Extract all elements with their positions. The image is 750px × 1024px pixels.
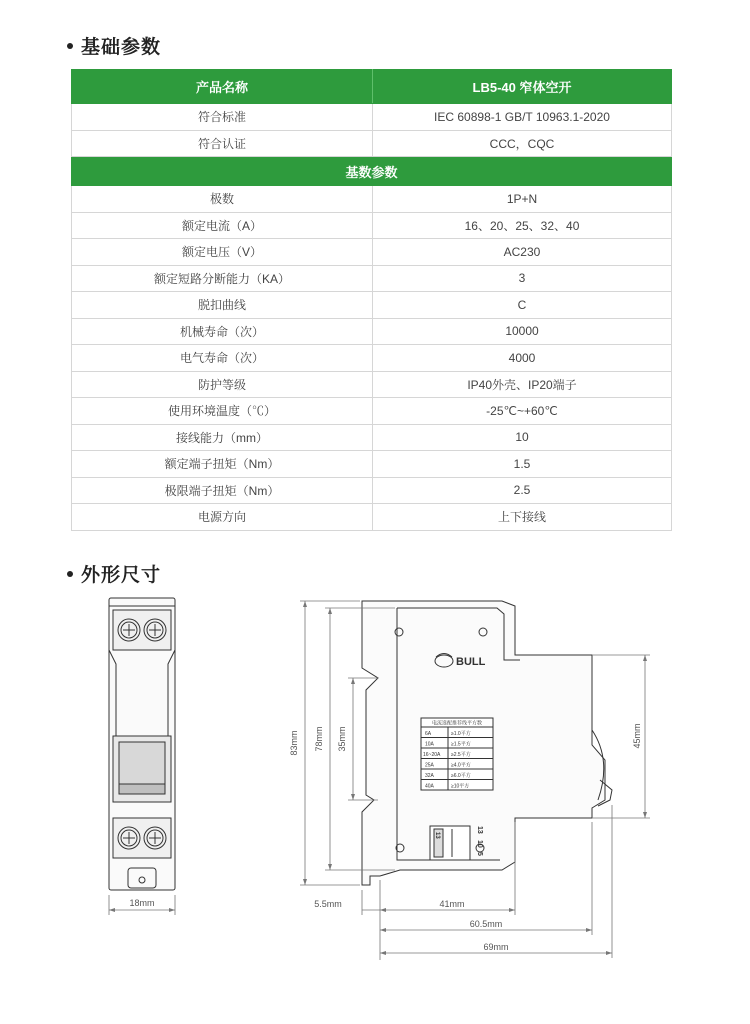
dim-41mm: 41mm <box>439 899 465 909</box>
table-subheader-row <box>72 157 672 186</box>
table-row <box>72 239 672 266</box>
label-cell: ≥2.5平方 <box>451 752 471 758</box>
label-cell: 32A <box>425 773 434 779</box>
row-value: -25℃~+60℃ <box>373 398 672 425</box>
label-cell: ≥4.0平方 <box>451 762 471 769</box>
label-cell: 25A <box>425 762 434 769</box>
bullet-dot <box>67 43 73 49</box>
row-value: 4000 <box>373 345 672 372</box>
label-table-title: 电流选配推荐线平方数 <box>431 720 483 727</box>
table-row <box>72 504 672 531</box>
table-row <box>72 130 672 157</box>
side-view <box>362 601 612 885</box>
row-value: 2.5 <box>373 477 672 504</box>
label-cell: ≥10平方 <box>451 783 470 790</box>
row-value: 10000 <box>373 318 672 345</box>
row-label: 符合标准 <box>72 104 373 131</box>
section-title-text: 基础参数 <box>81 36 162 58</box>
header-label: 产品名称 <box>72 70 373 104</box>
row-label: 防护等级 <box>72 371 373 398</box>
row-value: 16、20、25、32、40 <box>373 212 672 239</box>
row-label: 极限端子扭矩（Nm） <box>72 477 373 504</box>
table-row <box>72 186 672 213</box>
table-row <box>72 265 672 292</box>
row-label: 额定电压（V） <box>72 239 373 266</box>
row-value: CCC，CQC <box>373 130 672 157</box>
dimension-drawing <box>0 580 750 1020</box>
section-title-text: 外形尺寸 <box>81 564 162 586</box>
row-label: 电源方向 <box>72 504 373 531</box>
row-label: 电气寿命（次） <box>72 345 373 372</box>
label-cell: 10A <box>425 741 434 748</box>
dim-35mm: 35mm <box>337 726 347 752</box>
strip-mark: 5 <box>476 852 483 856</box>
table-row <box>72 104 672 131</box>
row-label: 符合认证 <box>72 130 373 157</box>
table-header-row <box>72 70 672 104</box>
row-label: 额定端子扭矩（Nm） <box>72 451 373 478</box>
front-view <box>109 598 175 890</box>
table-row <box>72 292 672 319</box>
spec-table <box>71 69 672 531</box>
table-row <box>72 424 672 451</box>
table-row <box>72 212 672 239</box>
row-value: IEC 60898-1 GB/T 10963.1-2020 <box>373 104 672 131</box>
subheader-label: 基数参数 <box>72 157 672 186</box>
strip-mark: 10 <box>476 840 483 848</box>
row-label: 使用环境温度（℃） <box>72 398 373 425</box>
dim-69mm: 69mm <box>483 942 509 952</box>
table-row <box>72 398 672 425</box>
dim-60-5mm: 60.5mm <box>469 919 503 929</box>
label-cell: ≥1.5平方 <box>451 741 471 748</box>
label-cell: ≥1.0平方 <box>451 731 471 737</box>
row-value: 1P+N <box>373 186 672 213</box>
row-value: C <box>373 292 672 319</box>
row-value: 上下接线 <box>373 504 672 531</box>
dim-78mm: 78mm <box>314 726 324 752</box>
row-value: IP40外壳、IP20端子 <box>373 371 672 398</box>
dim-5-5mm: 5.5mm <box>314 899 342 909</box>
strip-mark: 13 <box>476 826 483 834</box>
row-value: 3 <box>373 265 672 292</box>
table-row <box>72 371 672 398</box>
row-value: AC230 <box>373 239 672 266</box>
brand-text: BULL <box>456 656 486 668</box>
row-label: 接线能力（mm） <box>72 424 373 451</box>
table-row <box>72 451 672 478</box>
dim-45mm: 45mm <box>632 723 642 749</box>
label-cell: ≥6.0平方 <box>451 773 471 779</box>
row-value: 1.5 <box>373 451 672 478</box>
label-cell: 6A <box>425 731 432 737</box>
table-row <box>72 318 672 345</box>
strip-text: 13 <box>434 832 440 839</box>
row-label: 机械寿命（次） <box>72 318 373 345</box>
dim-83mm: 83mm <box>289 730 299 756</box>
label-cell: 40A <box>425 783 434 790</box>
label-cell: 16~20A <box>423 752 441 758</box>
row-label: 额定短路分断能力（KA） <box>72 265 373 292</box>
header-value: LB5-40 窄体空开 <box>373 70 672 104</box>
dim-18mm: 18mm <box>129 898 155 908</box>
section-title-basic-params <box>67 32 161 59</box>
table-row <box>72 345 672 372</box>
bullet-dot <box>67 571 73 577</box>
row-label: 脱扣曲线 <box>72 292 373 319</box>
table-row <box>72 477 672 504</box>
row-value: 10 <box>373 424 672 451</box>
row-label: 极数 <box>72 186 373 213</box>
row-label: 额定电流（A） <box>72 212 373 239</box>
